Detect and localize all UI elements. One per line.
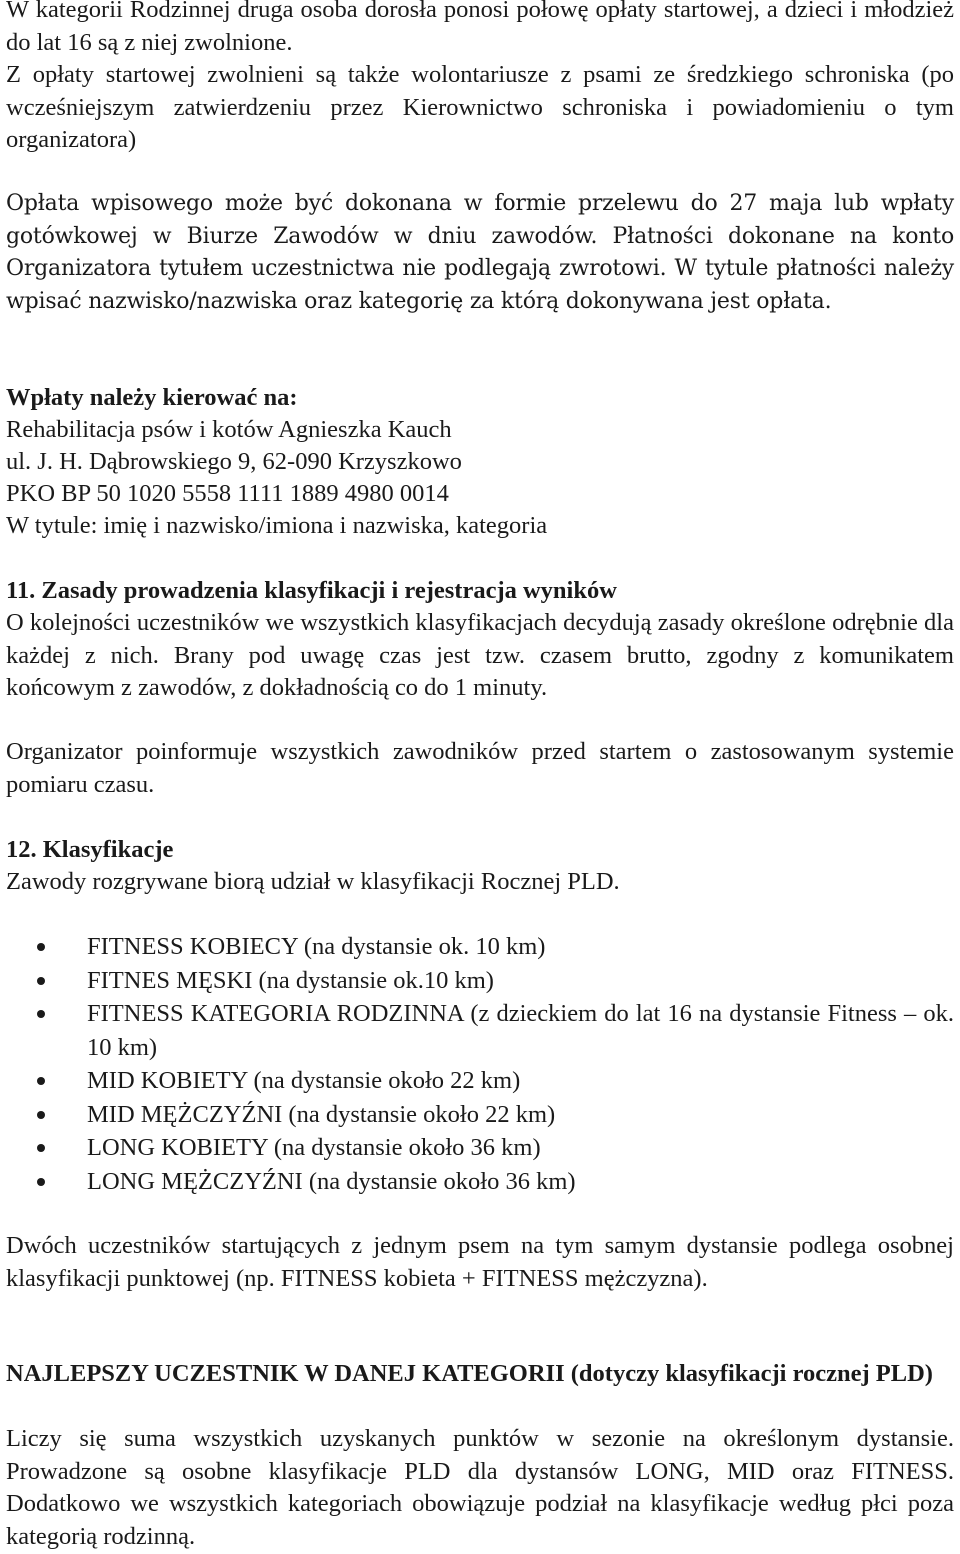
category-list	[6, 930, 954, 1198]
bullet-icon	[37, 977, 45, 985]
family-fee-paragraph: W kategorii Rodzinnej druga osoba dorosła ponosi połowę opłaty startowej, a dzieci i młodzież do lat 16 są z niej zwolnione.	[6, 0, 954, 56]
payment-title-instruction: W tytule: imię i nazwisko/imiona i nazwiska, kategoria	[6, 512, 548, 539]
section-11-timing-paragraph: Organizator poinformuje wszystkich zawodników przed startem o zastosowanym systemie pomiaru czasu.	[6, 738, 954, 798]
section-11-heading: 11. Zasady prowadzenia klasyfikacji i rejestracja wyników	[6, 577, 617, 604]
pair-classification-paragraph: Dwóch uczestników startujących z jednym psem na tym samym dystansie podlega osobnej klasyfikacji punktowej (np. FITNESS kobieta + FITNESS mężczyzna).	[6, 1232, 954, 1292]
bullet-icon	[37, 1010, 45, 1018]
payment-account-number: PKO BP 50 1020 5558 1111 1889 4980 0014	[6, 480, 449, 507]
best-participant-paragraph: Liczy się suma wszystkich uzyskanych punktów w sezonie na określonym dystansie. Prowadzone są osobne klasyfikacje PLD dla dystansów LONG, MID oraz FITNESS. Dodatkowo we wszystkich kategoriach obowiązuje podział na klasyfikacje według płci poza kategorią rodzinną.	[6, 1425, 954, 1550]
section-11-ranking-paragraph: O kolejności uczestników we wszystkich klasyfikacjach decydują zasady określone odrębnie dla każdej z nich. Brany pod uwagę czas jest tzw. czasem brutto, zgodny z komunikatem końcowym z zawodów, z dokładnością co do 1 minuty.	[6, 609, 954, 701]
bullet-icon	[37, 1111, 45, 1119]
category-label: MID MĘŻCZYŹNI (na dystansie około 22 km)	[87, 1100, 556, 1128]
list-item	[6, 997, 954, 1064]
bullet-icon	[37, 1178, 45, 1186]
category-label: LONG KOBIETY (na dystansie około 36 km)	[87, 1134, 541, 1161]
list-item	[6, 1165, 954, 1199]
payment-address: ul. J. H. Dąbrowskiego 9, 62-090 Krzyszkowo	[6, 448, 462, 475]
category-label: FITNESS KOBIECY (na dystansie ok. 10 km)	[87, 933, 546, 960]
list-item	[6, 1098, 954, 1132]
bullet-icon	[37, 1144, 45, 1152]
category-label: MID KOBIETY (na dystansie około 22 km)	[87, 1067, 521, 1094]
payment-heading: Wpłaty należy kierować na:	[6, 384, 298, 411]
list-item	[6, 930, 954, 964]
bullet-icon	[37, 943, 45, 951]
list-item	[6, 964, 954, 998]
volunteer-exemption-paragraph: Z opłaty startowej zwolnieni są także wolontariusze z psami ze średzkiego schroniska (po wcześniejszym zatwierdzeniu przez Kierownictwo schroniska i powiadomieniu o tym organizatora)	[6, 61, 954, 153]
payment-recipient: Rehabilitacja psów i kotów Agnieszka Kauch	[6, 416, 452, 443]
section-12-intro: Zawody rozgrywane biorą udział w klasyfikacji Rocznej PLD.	[6, 868, 620, 895]
list-item	[6, 1131, 954, 1165]
list-item	[6, 1064, 954, 1098]
section-12-heading: 12. Klasyfikacje	[6, 836, 174, 863]
bullet-icon	[37, 1077, 45, 1085]
category-label: FITNES MĘSKI (na dystansie ok.10 km)	[87, 966, 494, 994]
category-label: FITNESS KATEGORIA RODZINNA (z dzieckiem do lat 16 na dystansie Fitness – ok. 10 km)	[87, 1000, 954, 1061]
entry-fee-paragraph: Opłata wpisowego może być dokonana w formie przelewu do 27 maja lub wpłaty gotówkowej w Biurze Zawodów w dniu zawodów. Płatności dokonane na konto Organizatora tytułem uczestnictwa nie podlegają zwrotowi. W tytule płatności należy wpisać nazwisko/nazwiska oraz kategorię za którą dokonywana jest opłata.	[6, 191, 954, 314]
category-label: LONG MĘŻCZYŹNI (na dystansie około 36 km)	[87, 1167, 576, 1195]
best-participant-heading: NAJLEPSZY UCZESTNIK W DANEJ KATEGORII (dotyczy klasyfikacji rocznej PLD)	[6, 1360, 933, 1387]
